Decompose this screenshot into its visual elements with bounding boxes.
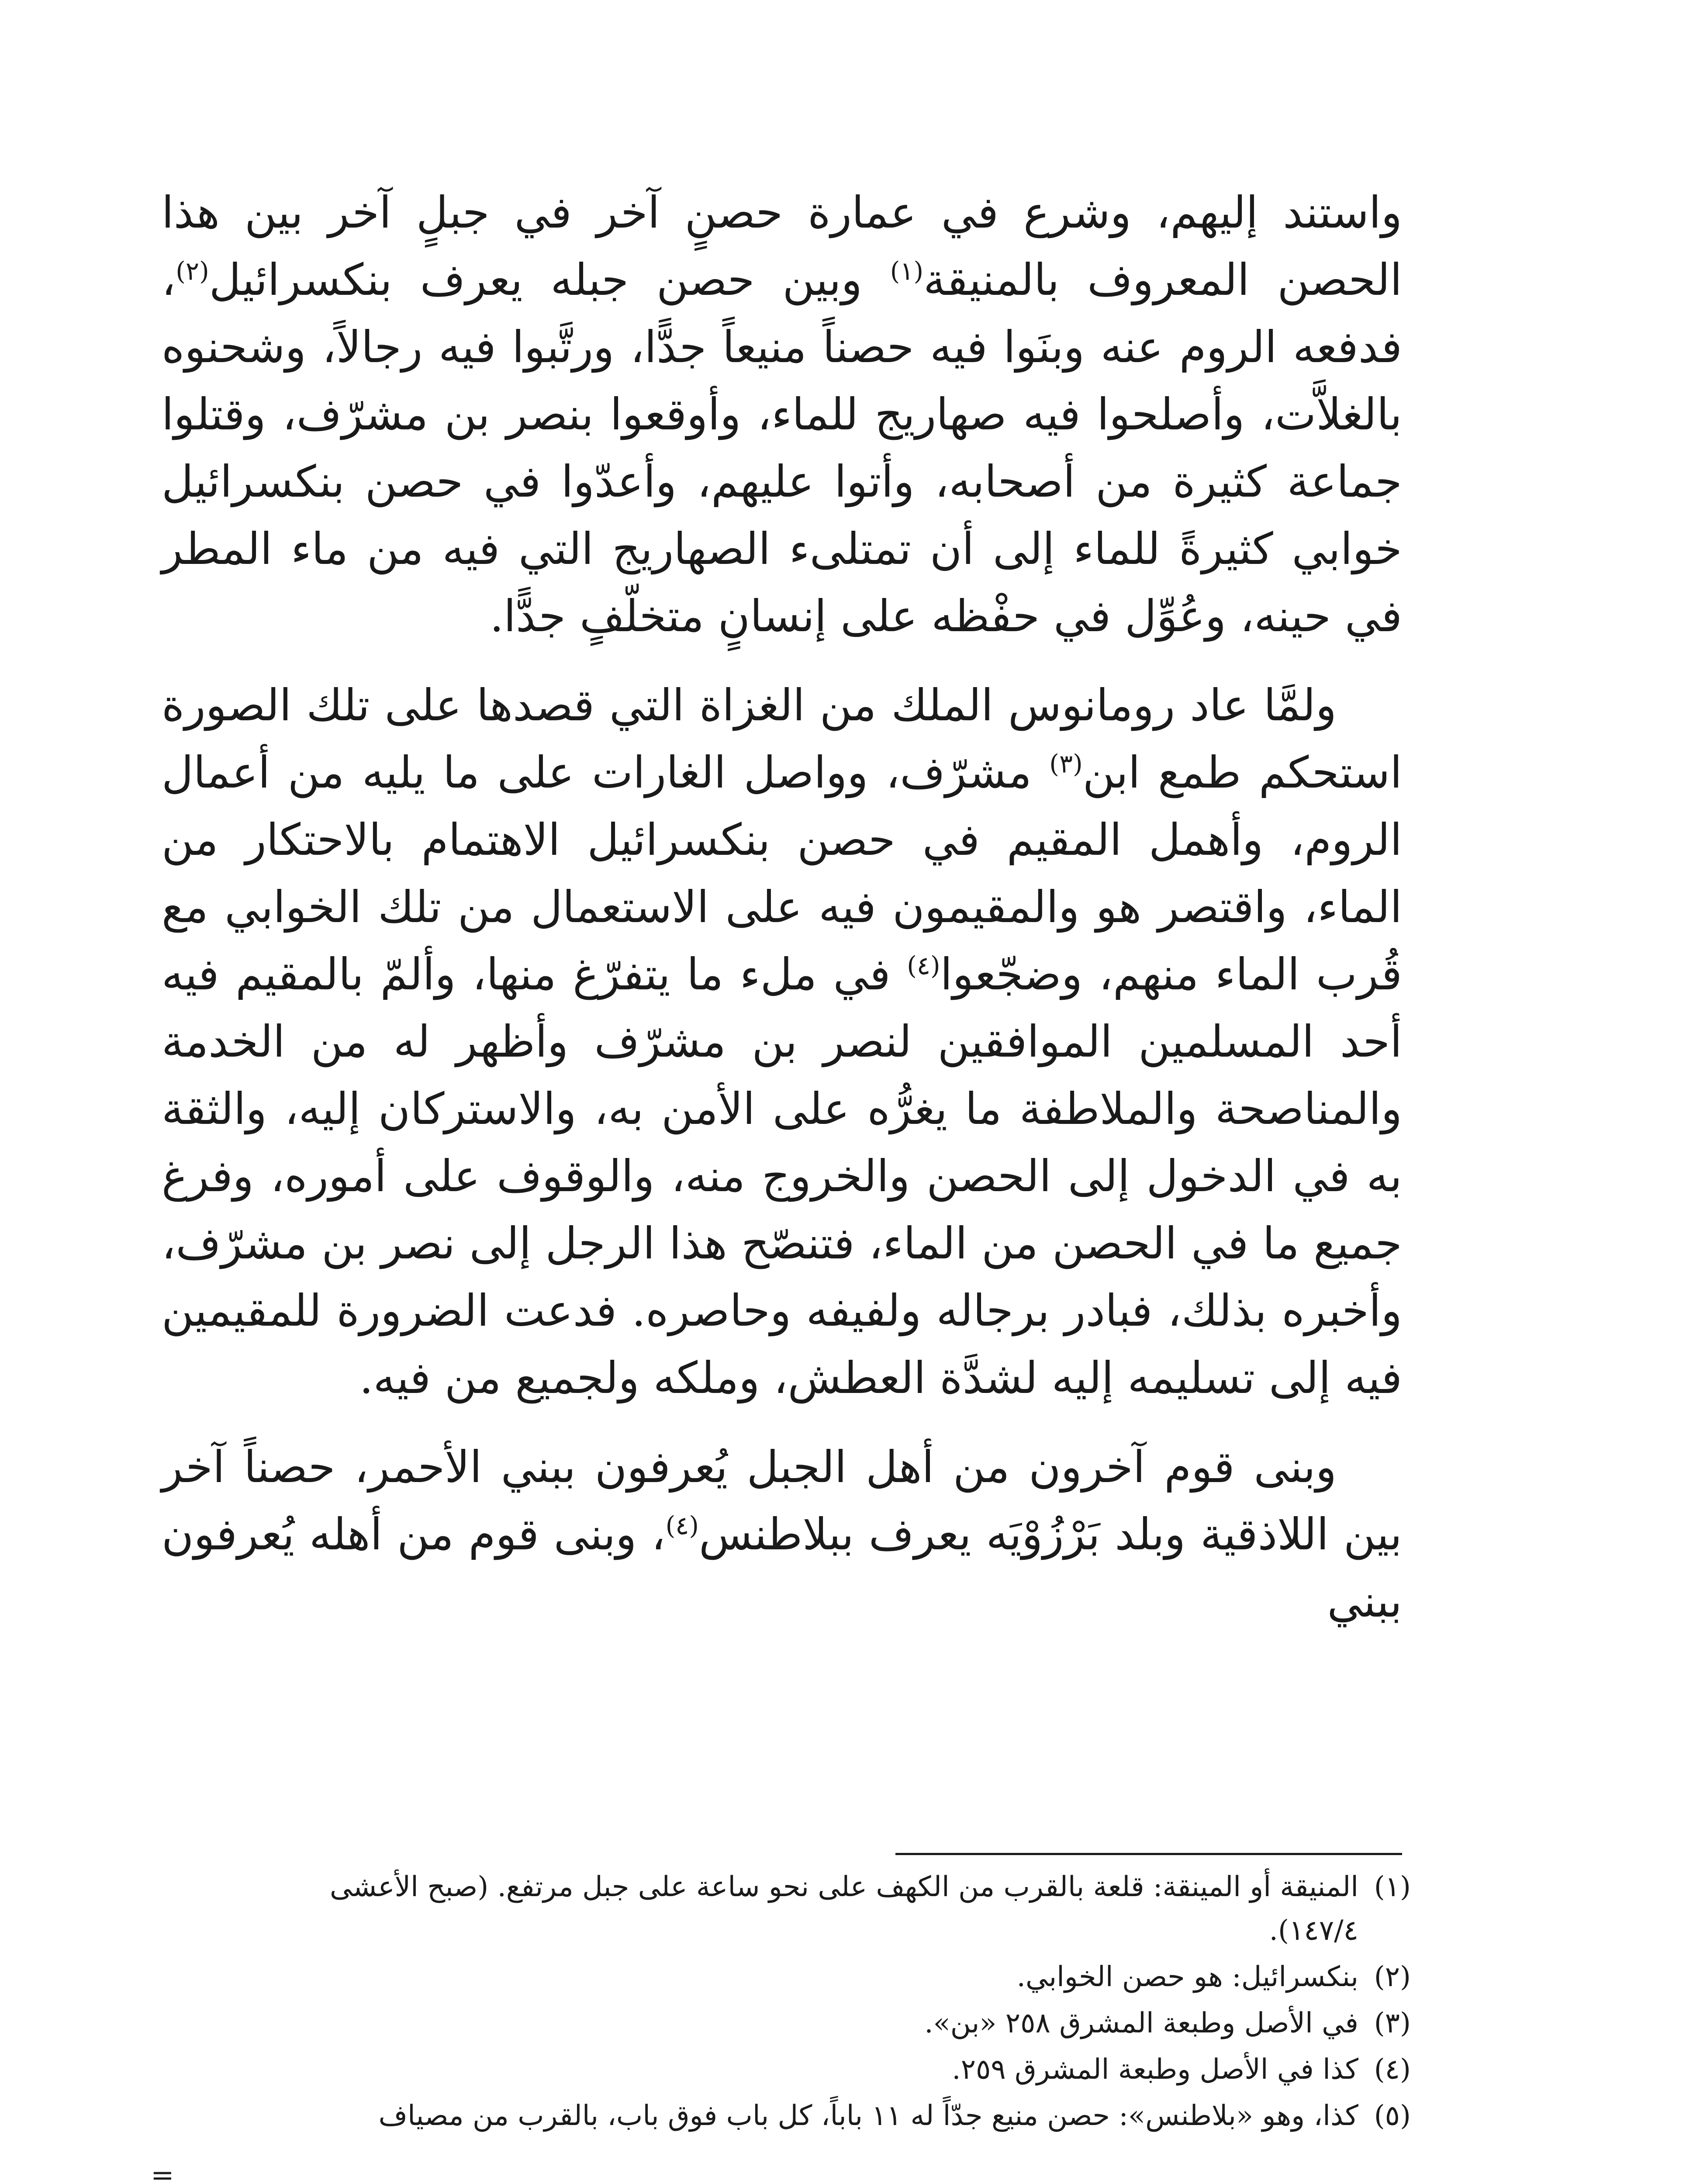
- footnote-4-text: كذا في الأصل وطبعة المشرق ٢٥٩.: [952, 2053, 1358, 2086]
- paragraph-3-part-a: وبنى قوم آخرون من أهل الجبل يُعرفون ببني الأحمر، حصناً آخر بين اللاذقية وبلد بَرْزُوْيَه يعرف ببلاطنس: [162, 1441, 1402, 1560]
- footnote-ref-3: (٣): [1049, 749, 1083, 779]
- footnote-1-text: المنيقة أو المينقة: قلعة بالقرب من الكهف على نحو ساعة على جبل مرتفع. (صبح الأعشى: [330, 1871, 1358, 1903]
- main-text: [162, 179, 1402, 1635]
- footnote-1: [153, 1865, 1411, 1952]
- footnote-ref-1: (١): [890, 256, 924, 286]
- footnote-3-number: (٣): [1374, 2007, 1411, 2039]
- footnote-2-text: بنكسرائيل: هو حصن الخوابي.: [1016, 1961, 1358, 1993]
- footnote-1-continuation: ١٤٧/٤).: [1269, 1914, 1358, 1947]
- paragraph-1-part-b: وبين حصن جبله يعرف بنكسرائيل: [209, 254, 890, 305]
- footnote-ref-4: (٤): [907, 950, 940, 981]
- paragraph-3-part-b: ، وبنى قوم من أهله يُعرفون ببني: [162, 1509, 1402, 1627]
- footnote-4-number: (٤): [1374, 2053, 1411, 2086]
- paragraph-2-part-a: ولمَّا عاد رومانوس الملك من الغزاة التي قصدها على تلك الصورة استحكم طمع ابن: [162, 680, 1402, 798]
- footnote-2: [153, 1955, 1411, 1999]
- footnote-3: [153, 2001, 1411, 2045]
- footnote-2-number: (٢): [1374, 1961, 1411, 1993]
- footnote-ref-2: (٢): [176, 256, 209, 286]
- paragraph-1-part-a: واستند إليهم، وشرع في عمارة حصنٍ آخر في جبلٍ آخر بين هذا الحصن المعروف بالمنيقة: [162, 187, 1403, 305]
- footnote-4: [153, 2048, 1411, 2091]
- footnote-5-text: كذا، وهو «بلاطنس»: حصن منيع جدّاً له ١١ باباً، كل باب فوق باب، بالقرب من مصياف: [378, 2100, 1358, 2132]
- footnote-5: [153, 2094, 1411, 2138]
- footnote-separator: [895, 1853, 1402, 1855]
- paragraph-2-part-b: مشرّف، وواصل الغارات على ما يليه من أعمال الروم، وأهمل المقيم في حصن بنكسرائيل الاهتمام بالاحتكار من الماء، واقتصر هو والمقيمون فيه على الاستعمال من تلك الخوابي مع قُرب الماء منهم، وضجّعوا: [162, 747, 1402, 1000]
- footnote-continuation-mark: =: [151, 2159, 174, 2184]
- paragraph-1: [162, 179, 1402, 650]
- footnote-ref-5: (٤): [665, 1510, 699, 1541]
- paragraph-3: [162, 1434, 1402, 1635]
- footnote-3-text: في الأصل وطبعة المشرق ٢٥٨ «بن».: [924, 2007, 1358, 2039]
- paragraph-2: [162, 672, 1402, 1412]
- footnote-1-number: (١): [1374, 1871, 1411, 1903]
- footnote-5-number: (٥): [1374, 2100, 1411, 2132]
- paragraph-2-part-c: في ملء ما يتفرّغ منها، وألمّ بالمقيم فيه أحد المسلمين الموافقين لنصر بن مشرّف وأظهر له من الخدمة والمناصحة والملاطفة ما يغرُّه على الأمن به، والاستركان إليه، والثقة به في الدخول إلى الحصن والخروج منه، والوقوف على أموره، وفرغ جميع ما في الحصن من الماء، فتنصّح هذا الرجل إلى نصر بن مشرّف، وأخبره بذلك، فبادر برجاله ولفيفه وحاصره. فدعت الضرورة للمقيمين فيه إلى تسليمه إليه لشدَّة العطش، وملكه ولجميع من فيه.: [162, 949, 1402, 1403]
- paragraph-1-part-c: ، فدفعه الروم عنه وبنَوا فيه حصناً منيعاً جدًّا، ورتَّبوا فيه رجالاً، وشحنوه بالغلاَّت، وأصلحوا فيه صهاريج للماء، وأوقعوا بنصر بن مشرّف، وقتلوا جماعة كثيرة من أصحابه، وأتوا عليهم، وأعدّوا في حصن بنكسرائيل خوابي كثيرةً للماء إلى أن تمتلىء الصهاريج التي فيه من ماء المطر في حينه، وعُوِّل في حفْظه على إنسانٍ متخلّفٍ جدًّا.: [162, 254, 1402, 642]
- footnotes: [153, 1865, 1411, 2138]
